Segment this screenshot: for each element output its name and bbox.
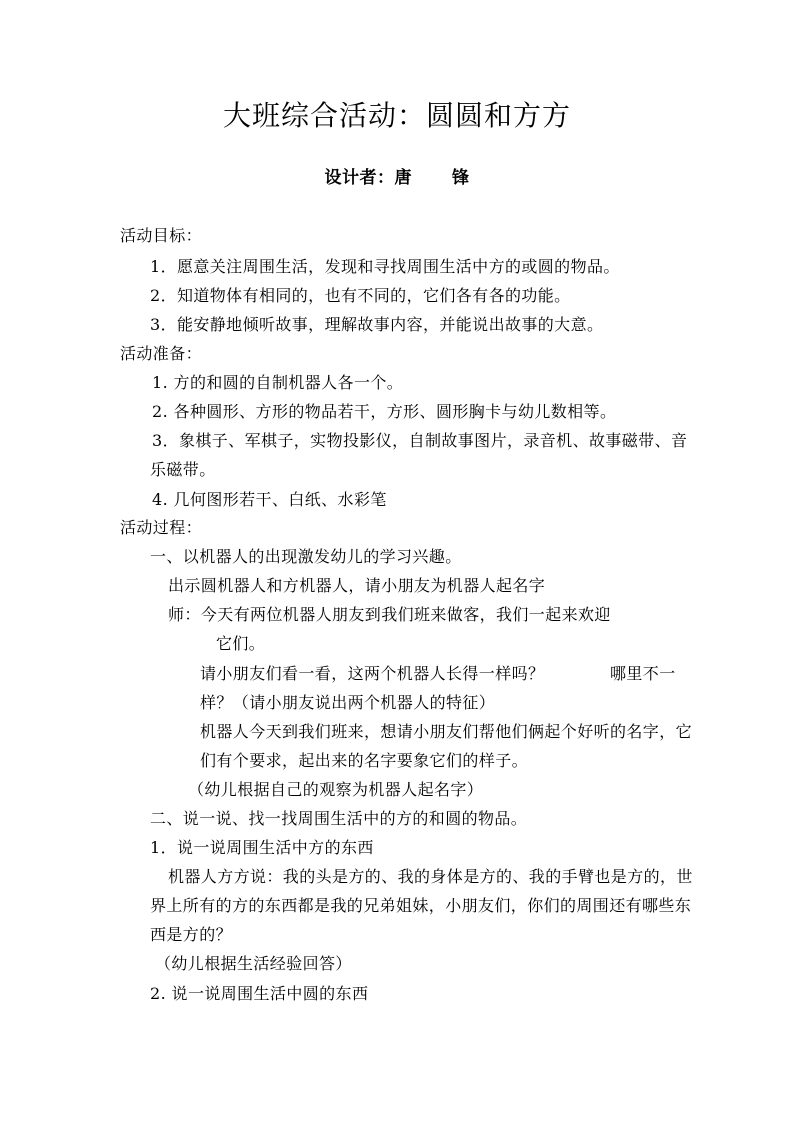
goal-item: 3．能安静地倾听故事，理解故事内容，并能说出故事的大意。: [150, 315, 604, 334]
process-text: 出示圆机器人和方机器人，请小朋友为机器人起名字: [168, 576, 546, 595]
author-name-end: 锋: [452, 168, 470, 188]
process-text: 机器人今天到我们班来，想请小朋友们帮他们俩起个好听的名字，它: [200, 722, 693, 741]
prep-heading: 活动准备：: [120, 344, 203, 363]
process-text: 哪里不一: [610, 664, 676, 683]
process-step-heading: 一、以机器人的出现激发幼儿的学习兴趣。: [150, 547, 462, 566]
process-text: 西是方的？: [150, 925, 233, 944]
author-line: [0, 166, 794, 190]
process-text: 请小朋友们看一看，这两个机器人长得一样吗？: [200, 664, 545, 683]
process-text: 界上所有的方的东西都是我的兄弟姐妹，小朋友们，你们的周围还有哪些东: [150, 896, 692, 915]
process-text: 样？（请小朋友说出两个机器人的特征）: [200, 693, 496, 712]
prep-item: 3．象棋子、军棋子，实物投影仪，自制故事图片，录音机、故事磁带、音: [152, 431, 688, 450]
process-text: 师：今天有两位机器人朋友到我们班来做客，我们一起来欢迎: [168, 605, 611, 624]
goal-item: 1．愿意关注周围生活，发现和寻找周围生活中方的或圆的物品。: [150, 257, 620, 276]
goal-item: 2．知道物体有相同的，也有不同的，它们各有各的功能。: [150, 286, 571, 305]
process-text: （幼儿根据自己的观察为机器人起名字）: [188, 780, 484, 799]
goals-heading: 活动目标：: [120, 226, 203, 245]
process-step-heading: 二、说一说、找一找周围生活中的方的和圆的物品。: [150, 809, 528, 828]
process-text: 机器人方方说：我的头是方的、我的身体是方的、我的手臂也是方的，世: [168, 867, 693, 886]
prep-item: 1. 方的和圆的自制机器人各一个。: [152, 373, 404, 392]
process-text: 们有个要求，起出来的名字要象它们的样子。: [200, 751, 529, 770]
process-text: 1．说一说周围生活中方的东西: [150, 838, 374, 857]
author-label: 设计者：唐: [324, 168, 412, 188]
prep-item: 4. 几何图形若干、白纸、水彩笔: [152, 490, 387, 509]
process-text: 2. 说一说周围生活中圆的东西: [150, 984, 369, 1003]
prep-item: 2. 各种圆形、方形的物品若干，方形、圆形胸卡与幼儿数相等。: [152, 402, 617, 421]
prep-item-continued: 乐磁带。: [150, 460, 216, 479]
document-title: 大班综合活动：圆圆和方方: [222, 99, 571, 132]
process-text: （幼儿根据生活经验回答）: [155, 954, 352, 973]
process-text: 它们。: [216, 634, 266, 653]
process-heading: 活动过程：: [120, 518, 203, 537]
